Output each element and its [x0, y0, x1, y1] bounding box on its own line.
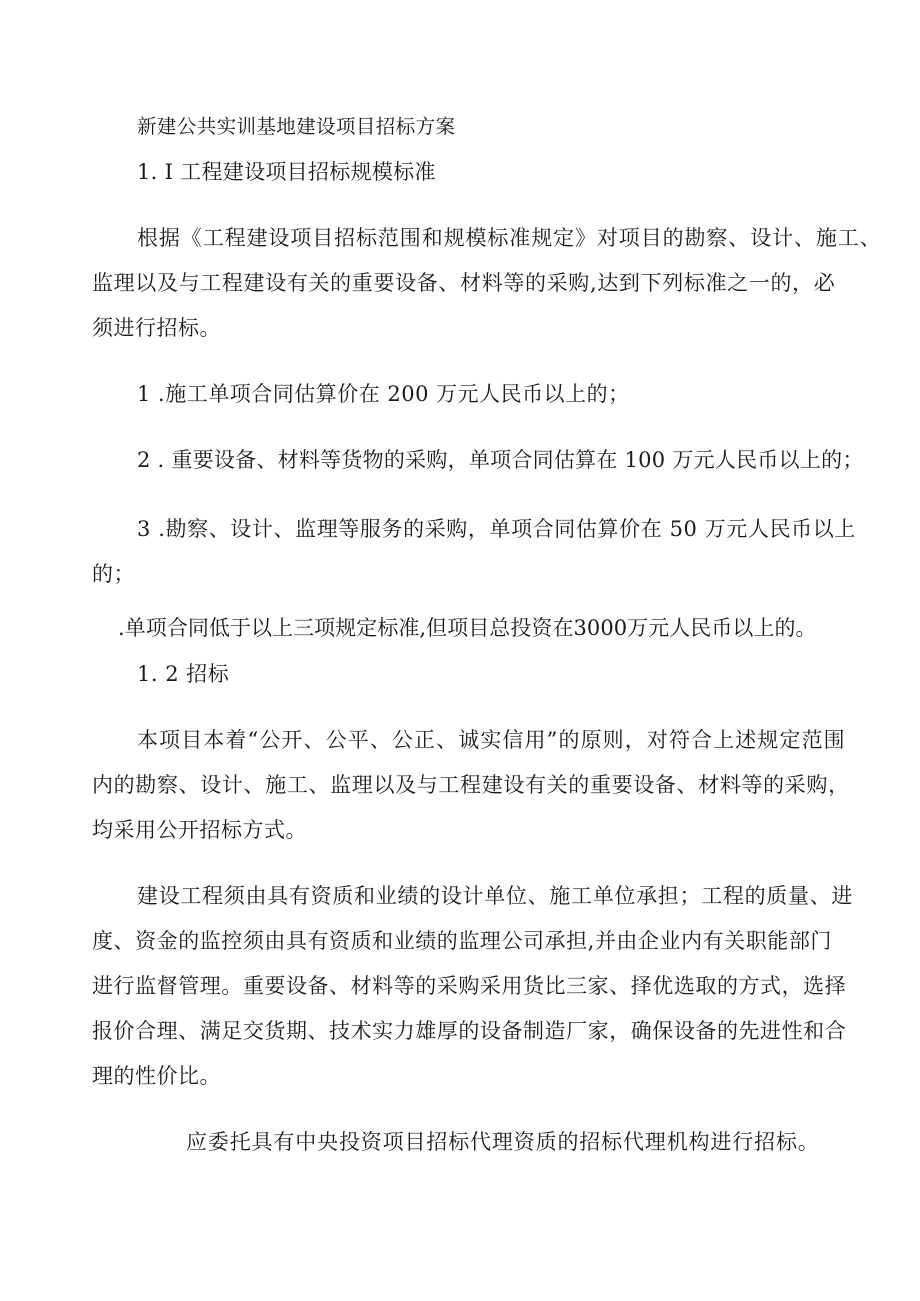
section-2-para-1-line-1: 本项目本着“公开、公平、公正、诚实信用”的原则，对符合上述规定范围 [137, 728, 846, 752]
section-1-intro-line-3: 须进行招标。 [92, 316, 221, 340]
section-2-para-2-line-3: 进行监督管理。重要设备、材料等的采购采用货比三家、择优选取的方式，选择 [92, 974, 847, 998]
section-2-para-3: 应委托具有中央投资项目招标代理资质的招标代理机构进行招标。 [186, 1130, 820, 1154]
section-2-para-2-line-2: 度、资金的监控须由具有资质和业绩的监理公司承担,并由企业内有关职能部门 [92, 929, 832, 953]
section-2-para-2-line-4: 报价合理、满足交货期、技术实力雄厚的设备制造厂家，确保设备的先进性和合 [92, 1019, 847, 1043]
section-2-para-1-line-3: 均采用公开招标方式。 [92, 818, 307, 842]
section-2-para-1-line-2: 内的勘察、设计、施工、监理以及与工程建设有关的重要设备、材料等的采购， [92, 773, 850, 797]
standard-item-3-line-2: 的； [92, 562, 135, 586]
standard-item-3-line-1: 3 .勘察、设计、监理等服务的采购，单项合同估算价在 50 万元人民币以上 [137, 517, 856, 541]
section-1-heading: 1. I 工程建设项目招标规模标准 [137, 160, 436, 184]
section-2-para-2-line-5: 理的性价比。 [92, 1064, 221, 1088]
document-title: 新建公共实训基地建设项目招标方案 [137, 115, 456, 138]
section-2-para-2-line-1: 建设工程须由具有资质和业绩的设计单位、施工单位承担；工程的质量、进 [137, 884, 854, 908]
standard-item-2: 2 . 重要设备、材料等货物的采购，单项合同估算在 100 万元人民币以上的； [137, 448, 864, 472]
standard-item-1: 1 .施工单项合同估算价在 200 万元人民币以上的； [137, 382, 630, 406]
section-1-intro-line-1: 根据《工程建设项目招标范围和规模标准规定》对项目的勘察、设计、施工、 [137, 226, 882, 250]
section-2-heading: 1. 2 招标 [137, 662, 230, 686]
standard-item-4: .单项合同低于以上三项规定标准,但项目总投资在3000万元人民币以上的。 [118, 616, 817, 640]
section-1-intro-line-2: 监理以及与工程建设有关的重要设备、材料等的采购,达到下列标准之一的，必 [92, 271, 836, 295]
